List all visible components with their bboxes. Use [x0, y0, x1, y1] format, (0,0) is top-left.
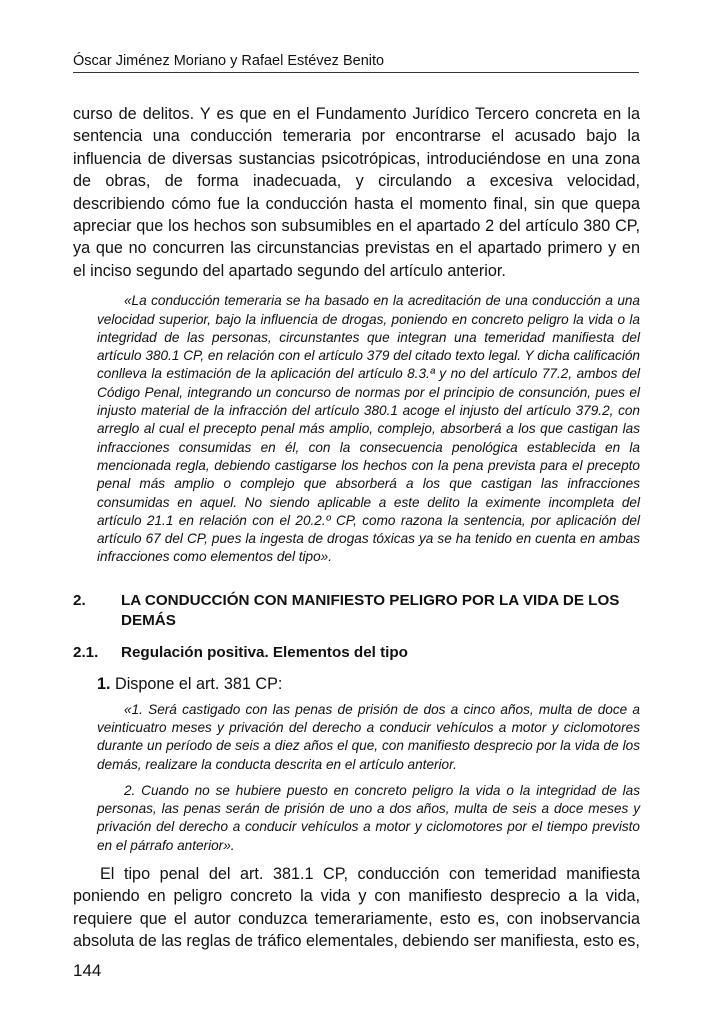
sentencia-quote [97, 292, 640, 566]
article-381-paragraph-1: «1. Será castigado con las penas de prisión de dos a cinco años, multa de doce a veinticuatro meses y privación del derecho a conducir vehículos a motor y ciclomotores durante un período de seis a diez años el que, con manifiesto desprecio por la vida de los demás, realizare la conducta descrita en el artículo anterior. [97, 701, 640, 772]
article-381-quote [97, 701, 640, 855]
article-381-paragraph-2: 2. Cuando no se hubiere puesto en concreto peligro la vida o la integridad de las personas, las penas serán de prisión de uno a dos años, multa de seis a doce meses y privación del derecho a conducir vehículos a motor y ciclomotores por el tiempo previsto en el párrafo anterior». [97, 782, 640, 853]
point-number: 1. [97, 674, 111, 693]
section-heading-2 [73, 591, 640, 631]
page-number: 144 [73, 961, 102, 980]
sentencia-quote-text: «La conducción temeraria se ha basado en la acreditación de una conducción a una velocidad superior, bajo la influencia de drogas, poniendo en concreto peligro la vida o la integridad de las personas, circunstantes que integran una temeridad manifiesta del artículo 380.1 CP, en relación con el artículo 379 del citado texto legal. Y dicha calificación conlleva la estimación de la aplicación del artículo 8.3.ª y no del artículo 77.2, ambos del Código Penal, integrando un concurso de normas por el principio de consunción, pues el injusto material de la infracción del artículo 380.1 acoge el injusto del artículo 379.2, con arreglo al cual el precepto penal más amplio, complejo, absorberá a los que castigan las infracciones consumidas en él, con la consecuencia penológica establecida en la mencionada regla, debiendo castigarse los hechos con la pena prevista para el precepto penal más amplio o complejo que absorberá a los que castigan las infracciones consumidas en aquel. No siendo aplicable a este delito la eximente incompleta del artículo 21.1 en relación con el 20.2.º CP, como razona la sentencia, por aplicación del artículo 67 del CP, pues la ingesta de drogas tóxicas ya se ha tenido en cuenta en ambas infracciones como elementos del tipo». [97, 293, 640, 565]
dispone-text: Dispone el art. 381 CP: [115, 674, 283, 693]
subsection-title: Regulación positiva. Elementos del tipo [121, 643, 408, 661]
subsection-heading-2-1 [73, 643, 640, 663]
running-title: Óscar Jiménez Moriano y Rafael Estévez Benito [73, 53, 385, 69]
intro-paragraph: curso de delitos. Y es que en el Fundamento Jurídico Tercero concreta en la sentencia una conducción temeraria por encontrarse el acusado bajo la influencia de diversas sustancias psicotrópicas, introduciéndose en una zona de obras, de forma inadecuada, y circulando a excesiva velocidad, describiendo cómo fue la conducción hasta el momento final, sin que quepa apreciar que los hechos son subsumibles en el apartado 2 del artículo 380 CP, ya que no concurren las circunstancias previstas en el apartado primero y en el inciso segundo del apartado segundo del artículo anterior. [73, 105, 640, 280]
section-title: LA CONDUCCIÓN CON MANIFIESTO PELIGRO POR LA VIDA DE LOS DEMÁS [121, 591, 620, 629]
dispone-line [97, 673, 640, 695]
page-body [73, 103, 640, 953]
running-header [73, 51, 639, 73]
section-number: 2. [73, 591, 86, 609]
final-paragraph: El tipo penal del art. 381.1 CP, conducción con temeridad manifiesta poniendo en peligro concreto la vida y con manifiesto desprecio a la vida, requiere que el autor conduzca temerariamente, esto es, con inobservancia absoluta de las reglas de tráfico elementales, debiendo ser manifiesta, esto es, [73, 865, 640, 951]
subsection-number: 2.1. [73, 643, 99, 661]
